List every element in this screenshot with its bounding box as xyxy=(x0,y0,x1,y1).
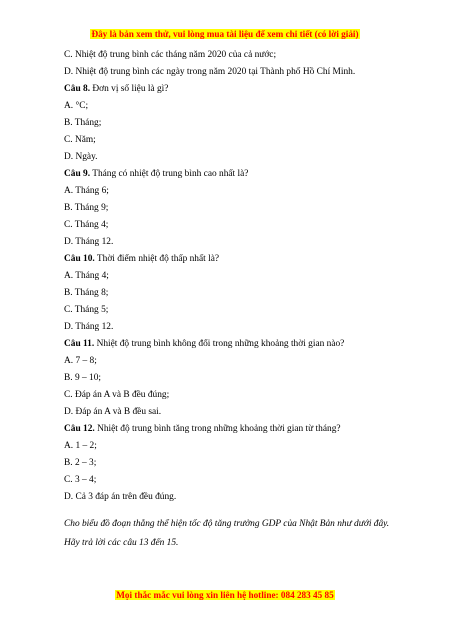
option-line: B. Tháng 8; xyxy=(64,288,109,298)
document-body xyxy=(64,49,404,508)
question-text: Nhiệt độ trung bình không đổi trong những khoảng thời gian nào? xyxy=(94,339,345,349)
option-line: D. Tháng 12. xyxy=(64,237,114,247)
question-10 xyxy=(64,253,404,265)
option-line: B. Tháng; xyxy=(64,118,102,128)
option-line: D. Ngày. xyxy=(64,152,98,162)
question-label: Câu 8. xyxy=(64,84,91,94)
option-line: A. 1 – 2; xyxy=(64,441,97,451)
option-line: D. Cả 3 đáp án trên đều đúng. xyxy=(64,492,177,502)
option-line: C. Đáp án A và B đều đúng; xyxy=(64,390,170,400)
question-label: Câu 9. xyxy=(64,169,91,179)
option-line: C. Tháng 4; xyxy=(64,220,109,230)
option-line: A. 7 – 8; xyxy=(64,356,97,366)
chart-intro-paragraph: Cho biểu đồ đoạn thẳng thể hiện tốc độ tăng trưởng GDP của Nhật Bản như dưới đây. Hãy trả lời các câu 13 đến 15. xyxy=(64,519,390,548)
question-text: Nhiệt độ trung bình tăng trong những khoảng thời gian từ tháng? xyxy=(94,424,341,434)
question-9 xyxy=(64,168,404,180)
question-8 xyxy=(64,83,404,95)
question-label: Câu 12. xyxy=(64,424,95,434)
option-line: C. Năm; xyxy=(64,135,96,145)
option-line: A. Tháng 4; xyxy=(64,271,109,281)
option-line: A. Tháng 6; xyxy=(64,186,109,196)
option-line: D. Tháng 12. xyxy=(64,322,114,332)
question-label: Câu 10. xyxy=(64,254,95,264)
option-line: C. Tháng 5; xyxy=(64,305,109,315)
question-label: Câu 11. xyxy=(64,339,95,349)
option-line: D. Nhiệt độ trung bình các ngày trong năm 2020 tại Thành phố Hồ Chí Minh. xyxy=(64,67,356,77)
hotline-banner xyxy=(0,590,450,600)
option-line: D. Đáp án A và B đều sai. xyxy=(64,407,162,417)
preview-banner-text: Đây là bản xem thử, vui lòng mua tài liệu để xem chi tiết (có lời giải) xyxy=(91,29,359,39)
option-line: C. Nhiệt độ trung bình các tháng năm 2020 của cả nước; xyxy=(64,50,277,60)
option-line: A. °C; xyxy=(64,101,89,111)
hotline-banner-text: Mọi thắc mắc vui lòng xin liên hệ hotline: 084 283 45 85 xyxy=(116,590,334,600)
question-12 xyxy=(64,423,404,435)
option-line: B. 2 – 3; xyxy=(64,458,97,468)
question-text: Tháng có nhiệt độ trung bình cao nhất là? xyxy=(90,169,249,179)
question-11 xyxy=(64,338,404,350)
question-text: Đơn vị số liệu là gì? xyxy=(90,84,169,94)
option-line: B. Tháng 9; xyxy=(64,203,109,213)
question-text: Thời điểm nhiệt độ thấp nhất là? xyxy=(94,254,220,264)
option-line: C. 3 – 4; xyxy=(64,475,97,485)
preview-banner xyxy=(0,29,450,39)
option-line: B. 9 – 10; xyxy=(64,373,101,383)
